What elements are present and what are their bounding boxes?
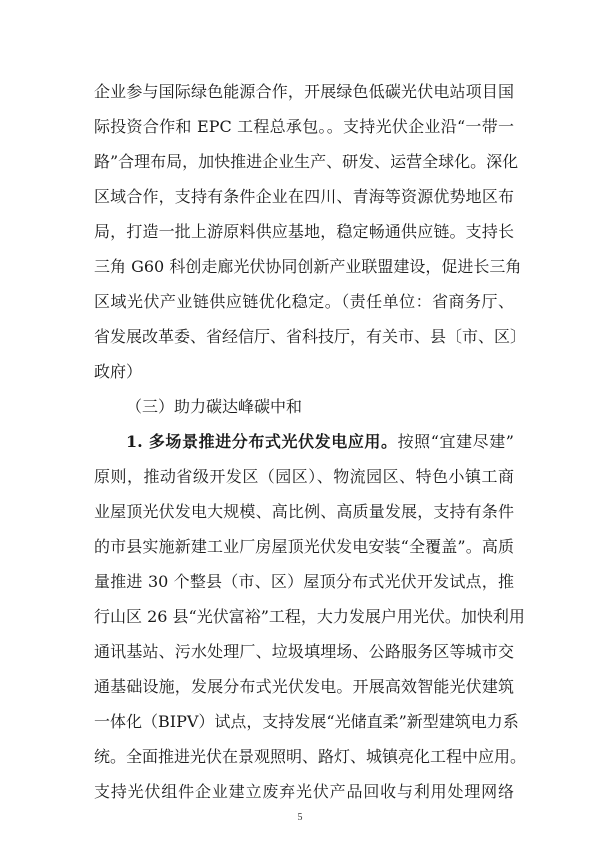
paragraph-line: 支持光伏组件企业建立废弃光伏产品回收与利用处理网络 — [94, 782, 514, 801]
paragraph-line: 企业参与国际绿色能源合作，开展绿色低碳光伏电站项目国 — [94, 82, 514, 101]
paragraph-line: 原则，推动省级开发区（园区）、物流园区、特色小镇工商 — [94, 467, 514, 486]
paragraph-line: 通讯基站、污水处理厂、垃圾填埋场、公路服务区等城市交 — [94, 642, 514, 661]
item-title: 1. 多场景推进分布式光伏发电应用。 — [126, 432, 398, 451]
paragraph-line: 行山区 26 县“光伏富裕”工程，大力发展户用光伏。加快利用 — [94, 607, 525, 626]
paragraph-line: 局，打造一批上游原料供应基地，稳定畅通供应链。支持长 — [94, 222, 514, 241]
paragraph-line: 政府） — [94, 362, 143, 381]
paragraph-line: 一体化（BIPV）试点，支持发展“光储直柔”新型建筑电力系 — [94, 712, 519, 731]
paragraph-line: 量推进 30 个整县（市、区）屋顶分布式光伏开发试点，推 — [94, 572, 514, 591]
item-heading-line — [126, 426, 514, 458]
page-number: 5 — [297, 812, 303, 823]
paragraph-line: 区域光伏产业链供应链优化稳定。（责任单位：省商务厅、 — [94, 292, 514, 311]
paragraph-line: 区域合作，支持有条件企业在四川、青海等资源优势地区布 — [94, 187, 514, 206]
paragraph-line: 省发展改革委、省经信厅、省科技厅，有关市、县〔市、区〕 — [94, 327, 527, 346]
paragraph-line: 通基础设施，发展分布式光伏发电。开展高效智能光伏建筑 — [94, 677, 514, 696]
paragraph-line: 三角 G60 科创走廊光伏协同创新产业联盟建设，促进长三角 — [94, 257, 522, 276]
paragraph-line: 统。全面推进光伏在景观照明、路灯、城镇亮化工程中应用。 — [94, 747, 527, 766]
section-heading: （三）助力碳达峰碳中和 — [126, 397, 303, 416]
paragraph-line: 的市县实施新建工业厂房屋顶光伏发电安装“全覆盖”。高质 — [94, 537, 514, 556]
paragraph-line: 业屋顶光伏发电大规模、高比例、高质量发展，支持有条件 — [94, 502, 514, 521]
paragraph-line: 际投资合作和 EPC 工程总承包。。支持光伏企业沿“一带一 — [94, 117, 514, 136]
paragraph-line: 路”合理布局，加快推进企业生产、研发、运营全球化。深化 — [94, 152, 519, 171]
item-first-line-text: 按照“宜建尽建” — [397, 432, 514, 451]
